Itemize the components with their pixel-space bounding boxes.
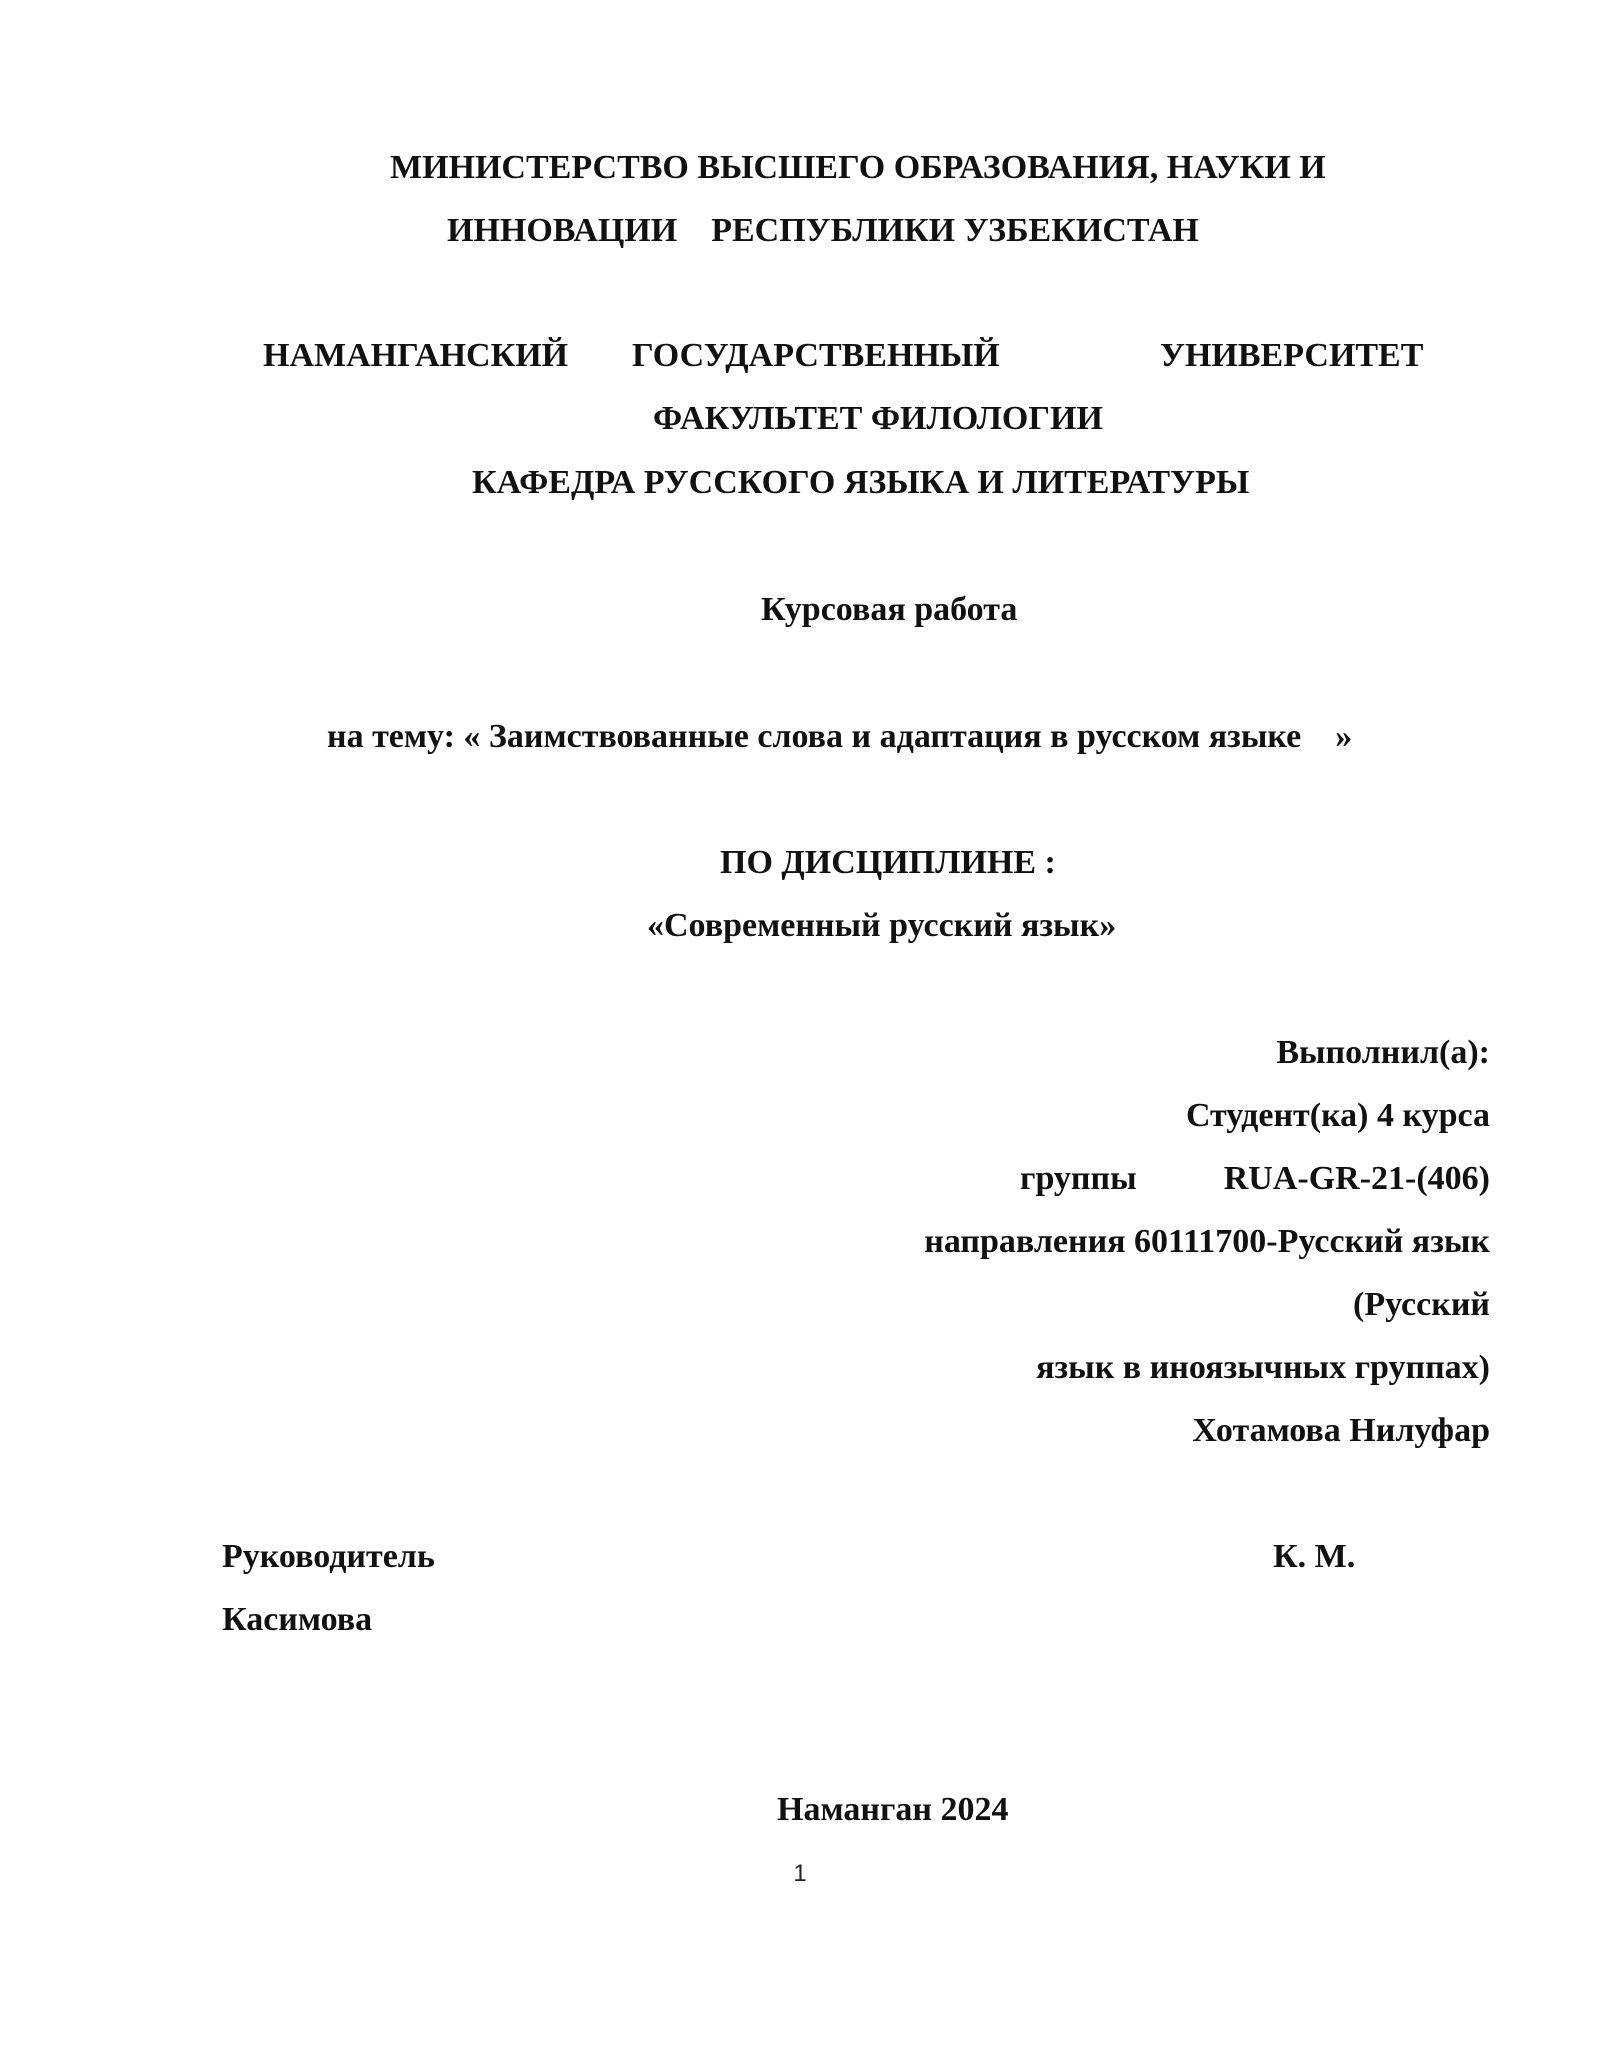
student-name: Хотамова Нилуфар bbox=[1192, 1412, 1490, 1449]
work-topic: на тему: « Заимствованные слова и адаптация в русском языке » bbox=[327, 718, 1353, 755]
ministry-line-1: МИНИСТЕРСТВО ВЫСШЕГО ОБРАЗОВАНИЯ, НАУКИ И bbox=[390, 149, 1326, 186]
work-type: Курсовая работа bbox=[761, 591, 1018, 628]
direction-line: направления 60111700-Русский язык bbox=[924, 1223, 1490, 1260]
university-word-2: ГОСУДАРСТВЕННЫЙ bbox=[632, 337, 1000, 374]
performed-label: Выполнил(а): bbox=[1276, 1034, 1490, 1071]
discipline-name: «Современный русский язык» bbox=[647, 907, 1117, 944]
city-year: Наманган 2024 bbox=[777, 1791, 1009, 1828]
supervisor-label: Руководитель bbox=[222, 1538, 435, 1575]
university-word-1: НАМАНГАНСКИЙ bbox=[263, 337, 569, 374]
faculty-name: ФАКУЛЬТЕТ ФИЛОЛОГИИ bbox=[653, 400, 1103, 437]
ministry-line-2: ИННОВАЦИИ РЕСПУБЛИКИ УЗБЕКИСТАН bbox=[447, 212, 1199, 249]
student-course: Студент(ка) 4 курса bbox=[1185, 1097, 1490, 1134]
supervisor-surname: Касимова bbox=[222, 1601, 373, 1638]
group-code: RUA-GR-21-(406) bbox=[1223, 1160, 1490, 1197]
supervisor-initials: К. М. bbox=[1273, 1538, 1356, 1575]
page-number: 1 bbox=[793, 1860, 807, 1887]
department-name: КАФЕДРА РУССКОГО ЯЗЫКА И ЛИТЕРАТУРЫ bbox=[472, 464, 1250, 501]
group-label: группы bbox=[1020, 1160, 1137, 1197]
direction-continuation-1: (Русский bbox=[1353, 1286, 1490, 1323]
direction-continuation-2: язык в иноязычных группах) bbox=[1036, 1349, 1490, 1386]
university-word-3: УНИВЕРСИТЕТ bbox=[1160, 337, 1424, 374]
discipline-label: ПО ДИСЦИПЛИНЕ : bbox=[720, 844, 1056, 881]
